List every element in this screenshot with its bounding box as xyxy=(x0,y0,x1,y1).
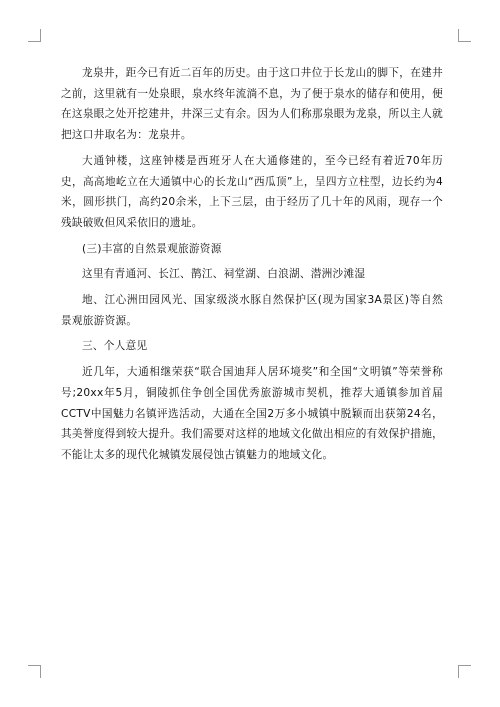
crop-mark-bottom-left xyxy=(28,665,41,678)
crop-mark-top-right xyxy=(458,29,471,42)
paragraph-longquan-well: 龙泉井，距今已有近二百年的历史。由于这口井位于长龙山的脚下，在建井之前，这里就有一处泉眼，泉水终年流淌不息，为了便于泉水的储存和使用，便在这泉眼之处开挖建井，井深三丈有余。因为人们称那泉眼为龙泉，所以主人就把这口井取名为：龙泉井。 xyxy=(61,67,443,142)
crop-mark-top-left xyxy=(28,29,41,42)
document-body xyxy=(61,63,443,471)
paragraph-rivers-list: 这里有青通河、长江、鹊江、祠堂湖、白浪湖、潜洲沙滩湿 xyxy=(82,268,366,281)
paragraph-datong-bell-tower: 大通钟楼，这座钟楼是西班牙人在大通修建的，至今已经有着近70年历史，高高地屹立在大通镇中心的长龙山“西瓜顶”上，呈四方立柱型，边长约为4米，圆形拱门，高约20余米，上下三层，由于经历了几十年的风雨，现存一个残缺破败但风采依旧的遗址。 xyxy=(61,154,443,229)
section-heading-natural-resources: (三)丰富的自然景观旅游资源 xyxy=(82,242,222,255)
section-heading-personal-opinion: 三、个人意见 xyxy=(82,340,148,353)
paragraph-opinion: 近几年，大通相继荣获“联合国迪拜人居环境奖”和全国“文明镇”等荣誉称号;20xx年5月，铜陵抓住争创全国优秀旅游城市契机，推荐大通镇参加首届CCTV中国魅力名镇评选活动，大通在全国2万多小城镇中脱颖而出获第24名，其美誉度得到较大提升。我们需要对这样的地域文化做出相应的有效保护措施，不能让太多的现代化城镇发展侵蚀古镇魅力的地域文化。 xyxy=(61,366,443,461)
crop-mark-bottom-right xyxy=(458,665,471,678)
paragraph-nature-reserve: 地、江心洲田园风光、国家级淡水豚自然保护区(现为国家3A景区)等自然景观旅游资源。 xyxy=(61,294,443,327)
